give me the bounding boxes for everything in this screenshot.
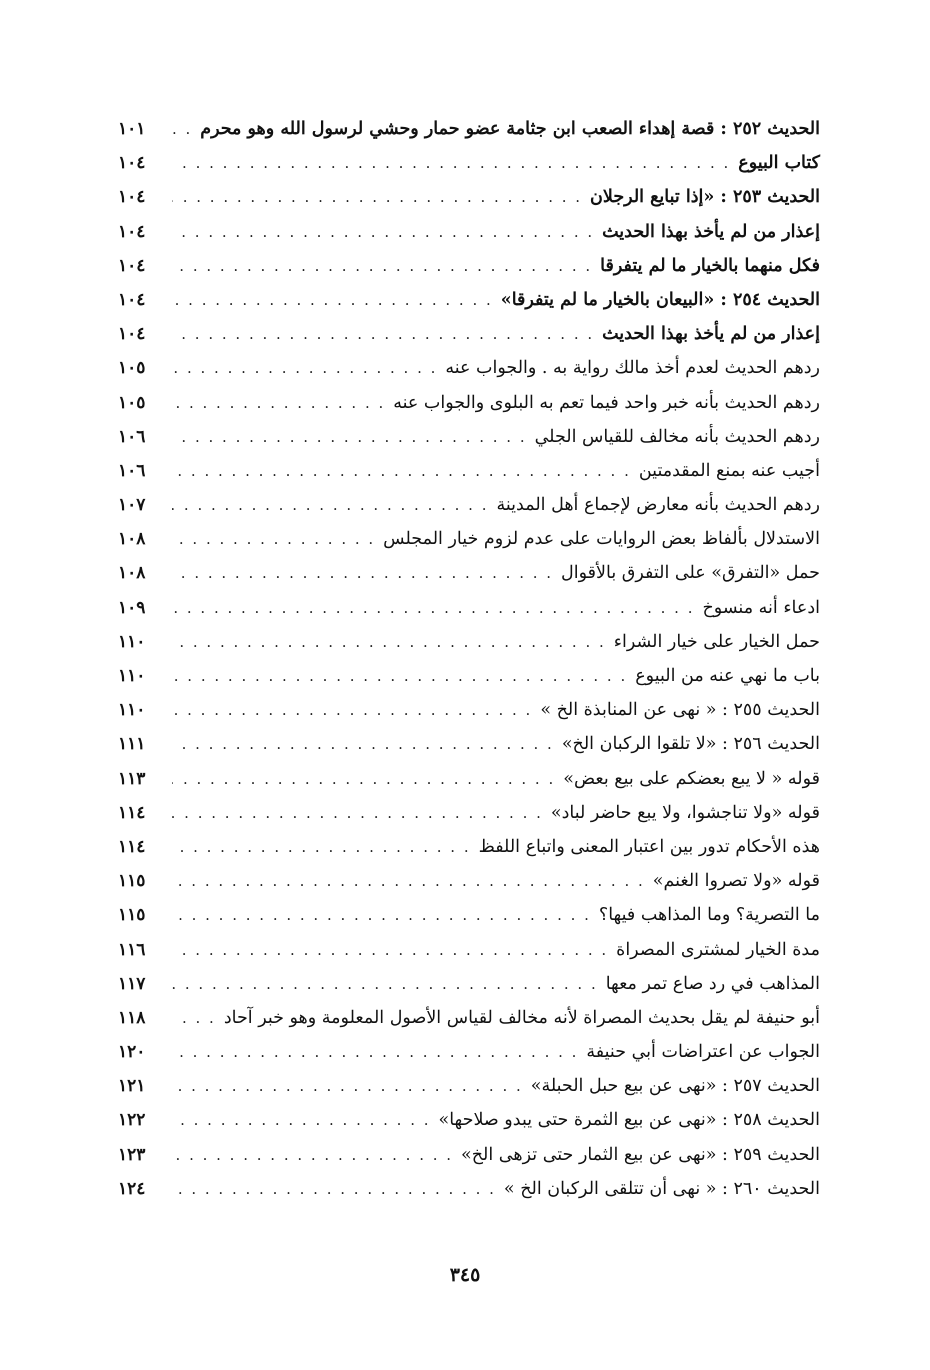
toc-entry-title: الحديث ٢٥٤ : «البيعان بالخيار ما لم يتفرقا» (500, 289, 820, 310)
dot-leader (172, 591, 694, 625)
toc-entry-title: الحديث ٢٥٩ : «نهى عن بيع الثمار حتى تزهى الخ» (461, 1144, 820, 1165)
toc-entry-page: ١٢٢ (118, 1110, 146, 1131)
toc-entry (118, 1172, 820, 1206)
toc-entry (118, 146, 820, 180)
toc-entry-title: مدة الخيار لمشترى المصراة (616, 939, 820, 960)
toc-entry-title: الحديث ٢٦٠ : « نهى أن تتلقى الركبان الخ » (503, 1178, 820, 1199)
toc-entry (118, 1069, 820, 1103)
dot-leader (172, 488, 488, 522)
toc-entry-page: ١٠٤ (118, 324, 146, 345)
toc-entry-page: ١٠٤ (118, 187, 146, 208)
toc-entry (118, 898, 820, 932)
toc-entry (118, 659, 820, 693)
toc-entry (118, 625, 820, 659)
toc-entry-page: ١٠١ (118, 119, 146, 139)
toc-entry-title: حمل الخيار على خيار الشراء (613, 631, 820, 652)
dot-leader (172, 1172, 496, 1206)
toc-entry-page: ١٠٨ (118, 563, 146, 584)
toc-entry (118, 967, 820, 1001)
toc-entry-title: الحديث ٢٥٣ : «إذا تبايع الرجلان (590, 187, 820, 208)
toc-entry (118, 830, 820, 864)
toc-entry-page: ١١٧ (118, 973, 146, 994)
toc-entry-page: ١٠٤ (118, 221, 146, 242)
toc-entry-page: ١١٠ (118, 700, 146, 721)
toc-entry-page: ١٠٤ (118, 153, 146, 174)
toc-entry (118, 488, 820, 522)
toc-entry-title: أجيب عنه بمنع المقدمتين (638, 460, 820, 481)
dot-leader (172, 317, 594, 351)
toc-entry-title: ردهم الحديث بأنه معارض لإجماع أهل المدينة (496, 495, 820, 516)
toc-entry (118, 591, 820, 625)
dot-leader (172, 454, 631, 488)
toc-entry-title: ردهم الحديث بأنه خبر واحد فيما تعم به البلوى والجواب عنه (393, 392, 820, 413)
toc-entry (118, 1138, 820, 1172)
toc-entry-title: الحديث ٢٥٧ : «نهى عن بيع حبل الحبلة» (530, 1076, 820, 1097)
dot-leader (172, 351, 437, 385)
dot-leader (172, 1035, 578, 1069)
toc-entry (118, 556, 820, 590)
toc-entry (118, 249, 820, 283)
toc-entry (118, 283, 820, 317)
toc-entry-page: ١١٨ (118, 1007, 146, 1028)
toc-entry-page: ١٠٥ (118, 392, 146, 413)
dot-leader (172, 1103, 431, 1137)
dot-leader (172, 556, 553, 590)
toc-entry-page: ١٠٤ (118, 255, 146, 276)
dot-leader (172, 898, 591, 932)
toc-entry (118, 351, 820, 385)
toc-entry-title: قوله «ولا تناجشوا، ولا يبع حاضر لباد» (550, 802, 820, 823)
toc-entry (118, 1103, 820, 1137)
toc-entry-title: هذه الأحكام تدور بين اعتبار المعنى واتباع اللفظ (478, 836, 820, 857)
toc-entry-page: ١٠٤ (118, 289, 146, 310)
dot-leader (172, 1001, 216, 1035)
dot-leader (172, 967, 598, 1001)
toc-entry-page: ١١٠ (118, 631, 146, 652)
toc-entry (118, 386, 820, 420)
dot-leader (172, 864, 645, 898)
toc-entry (118, 693, 820, 727)
dot-leader (172, 420, 527, 454)
toc-entry (118, 420, 820, 454)
dot-leader (172, 1069, 523, 1103)
toc-entry-page: ١٠٧ (118, 495, 146, 516)
toc-entry-page: ١٠٦ (118, 460, 146, 481)
dot-leader (172, 146, 730, 180)
toc-entry-title: الحديث ٢٥٥ : « نهى عن المنابذة الخ » (540, 700, 820, 721)
toc-entry-title: باب ما نهي عنه من البيوع (635, 666, 820, 686)
toc-entry (118, 215, 820, 249)
dot-leader (172, 522, 375, 556)
dot-leader (172, 1138, 453, 1172)
toc-entry (118, 112, 820, 146)
toc-entry (118, 864, 820, 898)
toc-entry-title: الحديث ٢٥٨ : «نهى عن بيع الثمرة حتى يبدو صلاحها» (438, 1110, 820, 1131)
toc-entry-page: ١٢١ (118, 1076, 146, 1097)
toc-entry (118, 180, 820, 214)
dot-leader (172, 830, 471, 864)
toc-entry-page: ١١٤ (118, 836, 146, 857)
dot-leader (172, 112, 192, 146)
toc-entry-title: فكل منهما بالخيار ما لم يتفرقا (600, 255, 820, 276)
toc-entry-title: المذاهب في رد صاع تمر معها (605, 973, 820, 994)
toc-entry-title: الحديث ٢٥٢ : قصة إهداء الصعب ابن جثامة عضو حمار وحشي لرسول الله وهو محرم (200, 119, 820, 139)
page-number: ٣٤٥ (449, 1264, 481, 1286)
toc-entry-page: ١١٥ (118, 905, 146, 926)
dot-leader (172, 659, 627, 693)
dot-leader (172, 180, 582, 214)
toc-entry-page: ١٢٠ (118, 1042, 146, 1063)
toc-entry-title: إعذار من لم يأخذ بهذا الحديث (602, 324, 820, 345)
dot-leader (172, 283, 493, 317)
toc-entry (118, 727, 820, 761)
toc-entry (118, 1035, 820, 1069)
toc-entry-title: قوله « لا يبع بعضكم على بيع بعض» (563, 768, 820, 789)
toc-entry-page: ١٠٥ (118, 358, 146, 379)
dot-leader (172, 249, 592, 283)
toc-entry-title: كتاب البيوع (738, 153, 820, 174)
toc-entry-page: ١١١ (118, 734, 146, 755)
table-of-contents (118, 112, 820, 1206)
toc-entry (118, 454, 820, 488)
toc-entry-page: ١٠٦ (118, 426, 146, 447)
dot-leader (172, 693, 532, 727)
toc-entry-title: ردهم الحديث لعدم أخذ مالك رواية به . والجواب عنه (445, 358, 820, 379)
toc-entry-title: قوله «ولا تصروا الغنم» (652, 871, 820, 892)
dot-leader (172, 215, 594, 249)
toc-entry-title: الاستدلال بألفاظ بعض الروايات على عدم لزوم خيار المجلس (383, 529, 820, 550)
dot-leader (172, 625, 606, 659)
toc-entry-title: أبو حنيفة لم يقل بحديث المصراة لأنه مخالف لقياس الأصول المعلومة وهو خبر آحاد (223, 1007, 820, 1028)
toc-entry (118, 933, 820, 967)
toc-entry-page: ١١٠ (118, 666, 146, 686)
toc-entry (118, 796, 820, 830)
toc-entry-page: ١١٤ (118, 802, 146, 823)
dot-leader (172, 762, 555, 796)
dot-leader (172, 386, 385, 420)
toc-entry (118, 522, 820, 556)
toc-entry-page: ١٢٣ (118, 1144, 146, 1165)
toc-entry-page: ١٠٩ (118, 597, 146, 618)
toc-entry-page: ١٠٨ (118, 529, 146, 550)
toc-entry-title: ما التصرية؟ وما المذاهب فيها؟ (598, 905, 820, 926)
dot-leader (172, 796, 543, 830)
toc-entry-title: ردهم الحديث بأنه مخالف للقياس الجلي (534, 426, 820, 447)
toc-entry (118, 317, 820, 351)
toc-entry (118, 762, 820, 796)
toc-entry-title: الجواب عن اعتراضات أبي حنيفة (586, 1042, 820, 1063)
toc-entry-title: الحديث ٢٥٦ : «لا تلقوا الركبان الخ» (561, 734, 820, 755)
toc-entry-page: ١١٦ (118, 939, 146, 960)
toc-entry-title: إعذار من لم يأخذ بهذا الحديث (602, 221, 820, 242)
toc-entry-page: ١٢٤ (118, 1178, 146, 1199)
toc-entry (118, 1001, 820, 1035)
dot-leader (172, 727, 554, 761)
toc-entry-page: ١١٥ (118, 871, 146, 892)
toc-entry-page: ١١٣ (118, 768, 146, 789)
toc-entry-title: ادعاء أنه منسوخ (702, 597, 820, 618)
dot-leader (172, 933, 608, 967)
toc-entry-title: حمل «التفرق» على التفرق بالأقوال (561, 563, 820, 584)
